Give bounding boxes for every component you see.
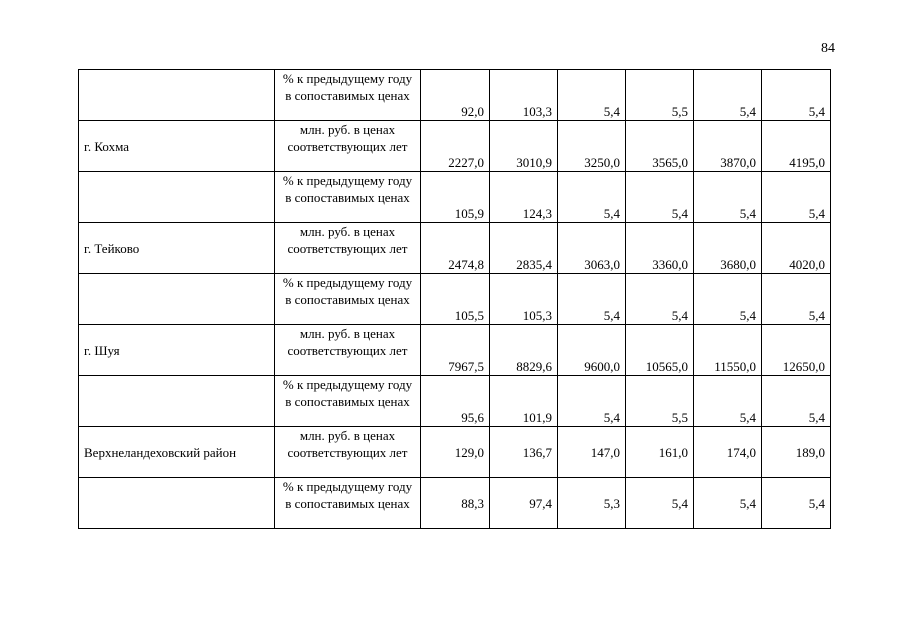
value-cell: 10565,0 xyxy=(626,325,694,376)
value-cell: 124,3 xyxy=(490,172,558,223)
value-cell: 2474,8 xyxy=(421,223,490,274)
value-cell: 136,7 xyxy=(490,427,558,478)
value-cell: 5,4 xyxy=(762,478,831,529)
value-cell: 147,0 xyxy=(558,427,626,478)
value-cell: 95,6 xyxy=(421,376,490,427)
region-cell: г. Шуя xyxy=(79,325,275,376)
value-cell: 3010,9 xyxy=(490,121,558,172)
region-cell: г. Кохма xyxy=(79,121,275,172)
value-cell: 11550,0 xyxy=(694,325,762,376)
value-cell: 5,3 xyxy=(558,478,626,529)
value-cell: 4020,0 xyxy=(762,223,831,274)
value-cell: 101,9 xyxy=(490,376,558,427)
value-cell: 8829,6 xyxy=(490,325,558,376)
value-cell: 5,4 xyxy=(694,376,762,427)
value-cell: 5,4 xyxy=(558,70,626,121)
value-cell: 97,4 xyxy=(490,478,558,529)
table-row xyxy=(79,121,831,172)
value-cell: 5,4 xyxy=(762,376,831,427)
table-row xyxy=(79,427,831,478)
region-cell xyxy=(79,274,275,325)
value-cell: 9600,0 xyxy=(558,325,626,376)
region-cell: г. Тейково xyxy=(79,223,275,274)
unit-cell: % к предыдущему году в сопоставимых ценах xyxy=(275,172,421,223)
value-cell: 189,0 xyxy=(762,427,831,478)
value-cell: 174,0 xyxy=(694,427,762,478)
value-cell: 5,4 xyxy=(762,172,831,223)
unit-cell: млн. руб. в ценах соответствующих лет xyxy=(275,121,421,172)
region-cell xyxy=(79,172,275,223)
table-row xyxy=(79,325,831,376)
table-row xyxy=(79,70,831,121)
table-row xyxy=(79,274,831,325)
table-row xyxy=(79,478,831,529)
value-cell: 105,9 xyxy=(421,172,490,223)
value-cell: 3063,0 xyxy=(558,223,626,274)
value-cell: 5,5 xyxy=(626,70,694,121)
value-cell: 5,4 xyxy=(762,274,831,325)
value-cell: 5,4 xyxy=(626,478,694,529)
region-cell xyxy=(79,376,275,427)
value-cell: 5,4 xyxy=(626,274,694,325)
value-cell: 3870,0 xyxy=(694,121,762,172)
value-cell: 5,4 xyxy=(694,70,762,121)
region-cell xyxy=(79,478,275,529)
value-cell: 5,4 xyxy=(762,70,831,121)
page-number: 84 xyxy=(821,41,835,56)
table-row xyxy=(79,376,831,427)
value-cell: 5,4 xyxy=(694,172,762,223)
value-cell: 7967,5 xyxy=(421,325,490,376)
value-cell: 88,3 xyxy=(421,478,490,529)
region-cell xyxy=(79,70,275,121)
table-row xyxy=(79,223,831,274)
unit-cell: % к предыдущему году в сопоставимых ценах xyxy=(275,70,421,121)
value-cell: 2227,0 xyxy=(421,121,490,172)
unit-cell: млн. руб. в ценах соответствующих лет xyxy=(275,223,421,274)
unit-cell: % к предыдущему году в сопоставимых ценах xyxy=(275,478,421,529)
value-cell: 129,0 xyxy=(421,427,490,478)
table-row xyxy=(79,172,831,223)
value-cell: 2835,4 xyxy=(490,223,558,274)
region-cell: Верхнеландеховский район xyxy=(79,427,275,478)
value-cell: 105,5 xyxy=(421,274,490,325)
value-cell: 5,5 xyxy=(626,376,694,427)
unit-cell: % к предыдущему году в сопоставимых ценах xyxy=(275,274,421,325)
value-cell: 5,4 xyxy=(558,172,626,223)
value-cell: 5,4 xyxy=(558,274,626,325)
value-cell: 3360,0 xyxy=(626,223,694,274)
unit-cell: млн. руб. в ценах соответствующих лет xyxy=(275,325,421,376)
value-cell: 5,4 xyxy=(694,478,762,529)
value-cell: 105,3 xyxy=(490,274,558,325)
value-cell: 5,4 xyxy=(558,376,626,427)
unit-cell: млн. руб. в ценах соответствующих лет xyxy=(275,427,421,478)
value-cell: 4195,0 xyxy=(762,121,831,172)
value-cell: 92,0 xyxy=(421,70,490,121)
value-cell: 161,0 xyxy=(626,427,694,478)
value-cell: 12650,0 xyxy=(762,325,831,376)
value-cell: 103,3 xyxy=(490,70,558,121)
value-cell: 5,4 xyxy=(626,172,694,223)
value-cell: 3565,0 xyxy=(626,121,694,172)
value-cell: 3680,0 xyxy=(694,223,762,274)
value-cell: 5,4 xyxy=(694,274,762,325)
value-cell: 3250,0 xyxy=(558,121,626,172)
unit-cell: % к предыдущему году в сопоставимых ценах xyxy=(275,376,421,427)
data-table xyxy=(78,69,831,529)
